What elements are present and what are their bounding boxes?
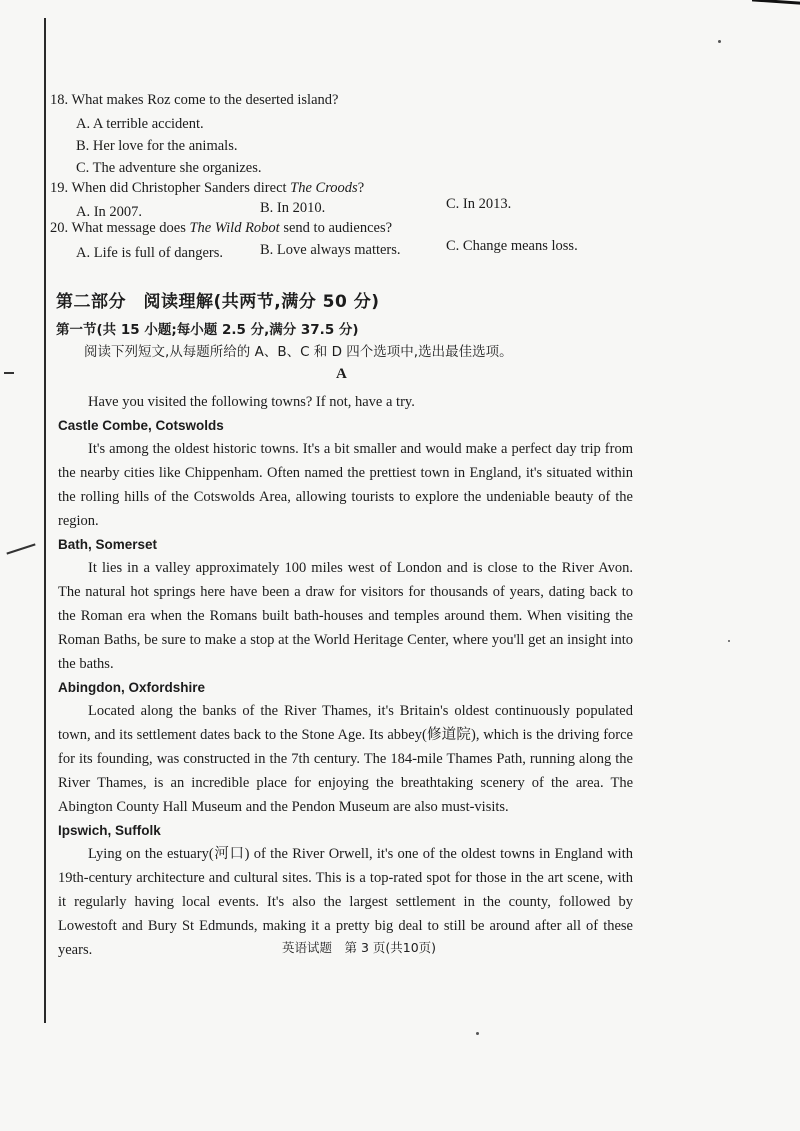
option-18a: A. A terrible accident. (76, 116, 204, 132)
town-description: Lying on the estuary(河口) of the River Orwell, it's one of the oldest towns in England with 19th-century architecture and cultural sites. This is a top-rated spot for those in the art scene, with it regularly having local events. It's also the largest settlement in the county, followed by Lowestoft and Bury St Edmunds, making it a pretty big deal to still be around after all of these years. (58, 846, 633, 958)
film-title: The Wild Robot (189, 220, 280, 236)
binding-margin-line (44, 18, 46, 1023)
scan-speck (718, 40, 721, 43)
option-19b: B. In 2010. (260, 200, 326, 216)
subsection-title: 第一节(共 15 小题;每小题 2.5 分,满分 37.5 分) (56, 322, 359, 338)
question-18: 18. What makes Roz come to the deserted island? (50, 92, 339, 108)
option-18c: C. The adventure she organizes. (76, 160, 262, 176)
option-19a: A. In 2007. (76, 204, 143, 220)
passage-label: A (336, 366, 347, 382)
town-heading: Abingdon, Oxfordshire (58, 680, 205, 695)
option-20c: C. Change means loss. (446, 238, 578, 254)
town-description: It's among the oldest historic towns. It's a bit smaller and would make a perfect day trip from the nearby cities like Chippenham. Often named the prettiest town in England, it's situated within the rolling hills of the Cotswolds Area, allowing tourists to explore the undeniable beauty of the region. (58, 441, 633, 529)
section-title: 第二部分 阅读理解(共两节,满分 50 分) (56, 292, 380, 312)
scan-speck (728, 640, 730, 642)
option-19c: C. In 2013. (446, 196, 512, 212)
film-title: The Croods (290, 180, 358, 196)
town-description: It lies in a valley approximately 100 miles west of London and is close to the River Avon. The natural hot springs here have been a draw for visitors for thousands of years, dating back to the Roman era when the Romans built bath-houses and temples around them. When visiting the Roman Baths, be sure to make a stop at the World Heritage Center, where you'll get an insight into the baths. (58, 560, 633, 672)
question-20: 20. What message does The Wild Robot send to audiences? (50, 220, 393, 236)
town-heading: Castle Combe, Cotswolds (58, 418, 224, 433)
corner-scan-mark (752, 0, 800, 15)
scan-speck (476, 1032, 479, 1035)
town-heading: Bath, Somerset (58, 537, 158, 552)
scan-mark (4, 372, 14, 374)
passage-intro: Have you visited the following towns? If not, have a try. (88, 394, 415, 410)
town-description: Located along the banks of the River Thames, it's Britain's oldest continuously populated town, and its settlement dates back to the Stone Age. Its abbey(修道院), which is the driving force for its founding, was constructed in the 7th century. The 184-mile Thames Path, running along the River Thames, is an incredible place for enjoying the breathtaking scenery of the area. The Abington County Hall Museum and the Pendon Museum are also must-visits. (58, 703, 633, 815)
scan-mark (6, 543, 35, 554)
town-heading: Ipswich, Suffolk (58, 823, 161, 838)
question-19: 19. When did Christopher Sanders direct The Croods? (50, 180, 365, 196)
passage-a (58, 391, 633, 963)
instruction-text: 阅读下列短文,从每题所给的 A、B、C 和 D 四个选项中,选出最佳选项。 (84, 344, 513, 360)
option-20a: A. Life is full of dangers. (76, 245, 223, 261)
option-18b: B. Her love for the animals. (76, 138, 238, 154)
page-footer: 英语试题 第 3 页(共10页) (282, 940, 437, 955)
option-20b: B. Love always matters. (260, 242, 401, 258)
